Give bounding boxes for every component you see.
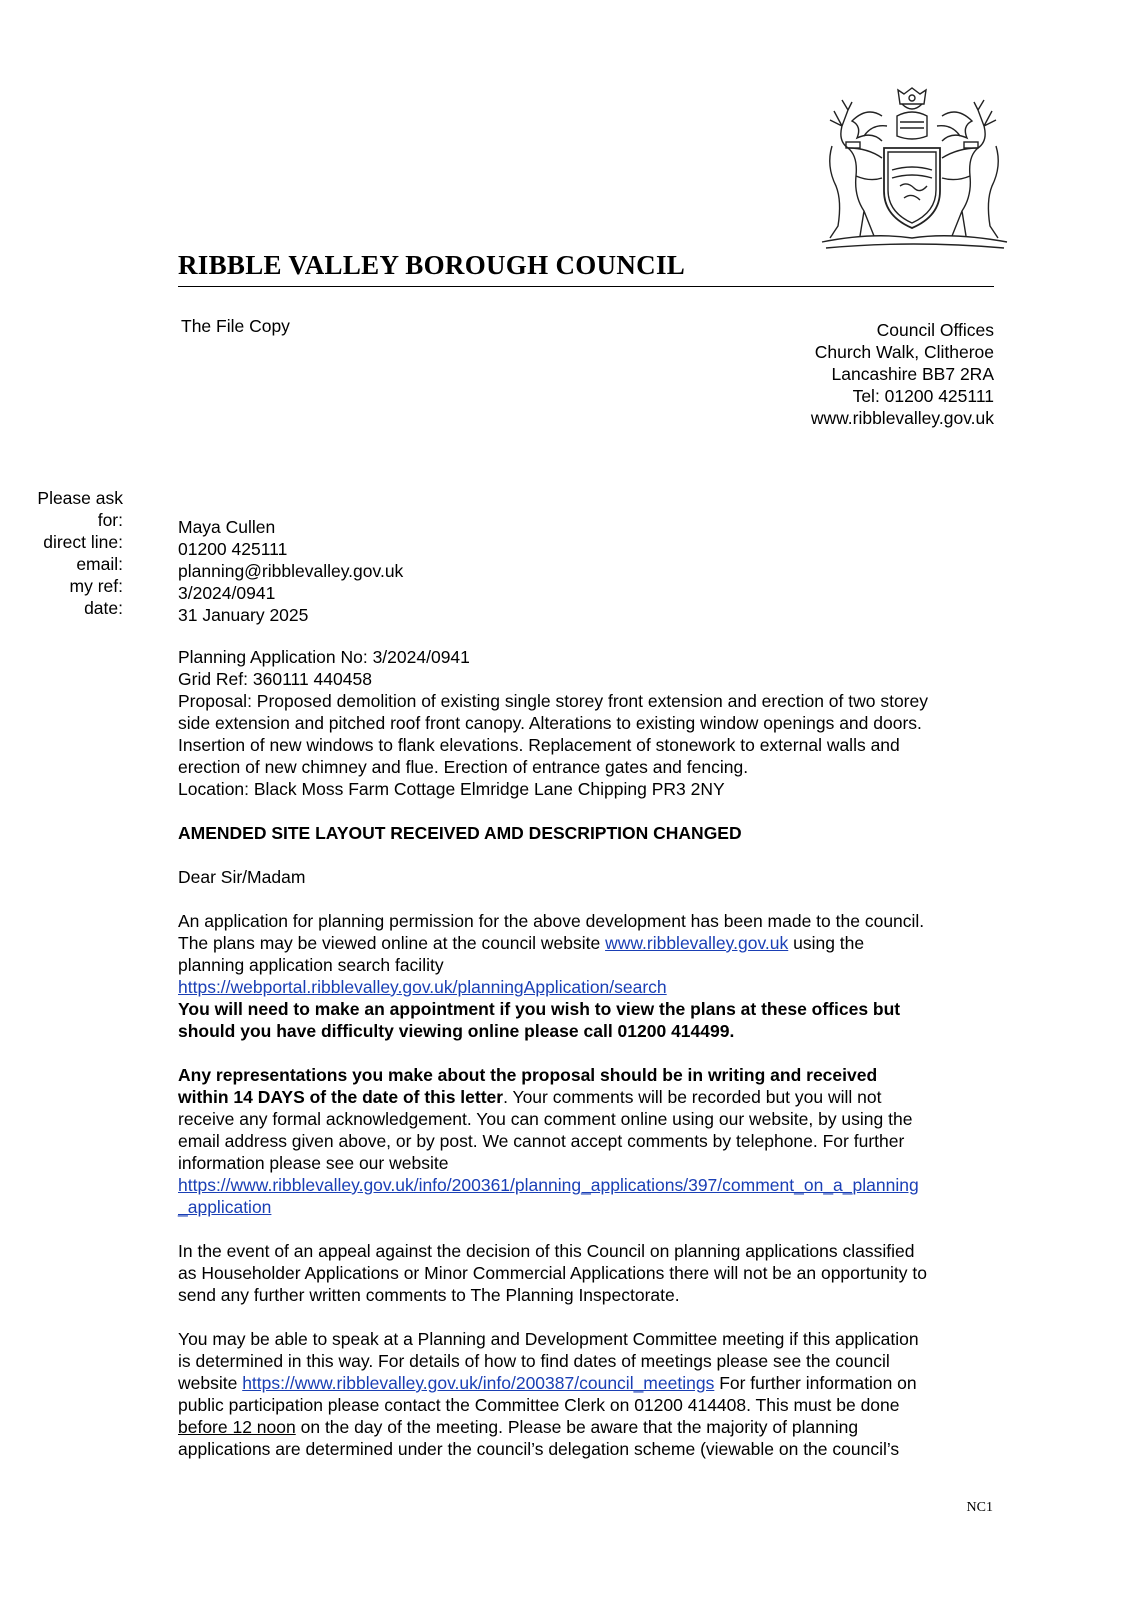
text-fragment: . Your comments will be recorded but you will not xyxy=(503,1087,882,1107)
text-fragment: on the day of the meeting. Please be aware that the majority of planning xyxy=(295,1417,859,1437)
recipient-name: The File Copy xyxy=(181,316,290,336)
label-my-ref: my ref: xyxy=(69,576,123,596)
text-line: In the event of an appeal against the decision of this Council on planning applications classified xyxy=(178,1241,915,1261)
grid-ref: Grid Ref: 360111 440458 xyxy=(178,669,372,689)
application-details xyxy=(178,646,1003,800)
text-line: An application for planning permission for the above development has been made to the council. xyxy=(178,911,925,931)
paragraph-viewing-plans xyxy=(178,910,1003,1042)
contact-email: planning@ribblevalley.gov.uk xyxy=(178,561,404,581)
label-please-ask-for: Please ask for: xyxy=(37,488,123,530)
text-line: You may be able to speak at a Planning and Development Committee meeting if this application xyxy=(178,1329,919,1349)
council-meetings-link[interactable]: https://www.ribblevalley.gov.uk/info/200387/council_meetings xyxy=(242,1373,715,1393)
contact-person: Maya Cullen xyxy=(178,517,276,537)
text-line: is determined in this way. For details of how to find dates of meetings please see the council xyxy=(178,1351,890,1371)
contact-phone: 01200 425111 xyxy=(178,539,288,559)
contact-ref: 3/2024/0941 xyxy=(178,583,276,603)
text-line xyxy=(178,1416,1003,1438)
proposal-line: erection of new chimney and flue. Erection of entrance gates and fencing. xyxy=(178,757,749,777)
text-line: applications are determined under the council’s delegation scheme (viewable on the council’s xyxy=(178,1439,900,1459)
council-name-heading: RIBBLE VALLEY BOROUGH COUNCIL xyxy=(178,250,686,280)
paragraph-appeal xyxy=(178,1240,1003,1306)
location: Location: Black Moss Farm Cottage Elmridge Lane Chipping PR3 2NY xyxy=(178,779,725,799)
text-fragment: The plans may be viewed online at the council website xyxy=(178,933,606,953)
paragraph-representations xyxy=(178,1064,1003,1218)
form-code: NC1 xyxy=(966,1500,993,1515)
contact-values xyxy=(178,516,403,626)
paragraph-committee xyxy=(178,1328,1003,1460)
council-crest-logo xyxy=(812,86,1017,252)
address-website: www.ribblevalley.gov.uk xyxy=(810,408,994,428)
council-address xyxy=(811,319,994,429)
text-fragment: For further information on xyxy=(714,1373,917,1393)
text-line: email address given above, or by post. We cannot accept comments by telephone. For further xyxy=(178,1131,905,1151)
text-line: receive any formal acknowledgement. You can comment online using our website, by using the xyxy=(178,1109,913,1129)
text-fragment: website xyxy=(178,1373,243,1393)
text-fragment: using the xyxy=(788,933,865,953)
comment-on-application-link[interactable]: https://www.ribblevalley.gov.uk/info/200361/planning_applications/397/comment_on_a_planning xyxy=(178,1175,919,1195)
text-line: information please see our website xyxy=(178,1153,449,1173)
deadline-time: before 12 noon xyxy=(178,1417,296,1437)
letter-body xyxy=(178,646,1003,1460)
contact-labels xyxy=(23,487,123,619)
text-line xyxy=(178,1372,1003,1394)
appointment-notice: should you have difficulty viewing online please call 01200 414499. xyxy=(178,1021,735,1041)
address-line: Lancashire BB7 2RA xyxy=(831,364,994,384)
appointment-notice: You will need to make an appointment if you wish to view the plans at these offices but xyxy=(178,999,901,1019)
label-direct-line: direct line: xyxy=(43,532,123,552)
application-number: Planning Application No: 3/2024/0941 xyxy=(178,647,470,667)
address-phone: Tel: 01200 425111 xyxy=(852,386,994,406)
label-date: date: xyxy=(84,598,123,618)
deadline-notice: within 14 DAYS of the date of this letter xyxy=(178,1087,504,1107)
salutation: Dear Sir/Madam xyxy=(178,867,306,887)
text-line: public participation please contact the Committee Clerk on 01200 414408. This must be done xyxy=(178,1395,900,1415)
proposal-line: Insertion of new windows to flank elevations. Replacement of stonework to external walls and xyxy=(178,735,900,755)
text-line: planning application search facility xyxy=(178,955,444,975)
text-line: as Householder Applications or Minor Commercial Applications there will not be an opportunity to xyxy=(178,1263,928,1283)
comment-on-application-link-continued[interactable]: _application xyxy=(178,1197,272,1217)
proposal-line: side extension and pitched roof front canopy. Alterations to existing window openings and doors. xyxy=(178,713,922,733)
amendment-notice: AMENDED SITE LAYOUT RECEIVED AMD DESCRIPTION CHANGED xyxy=(178,823,742,843)
address-line: Church Walk, Clitheroe xyxy=(814,342,994,362)
text-line: send any further written comments to The Planning Inspectorate. xyxy=(178,1285,680,1305)
proposal-line: Proposal: Proposed demolition of existing single storey front extension and erection of two storey xyxy=(178,691,928,711)
planning-search-link[interactable]: https://webportal.ribblevalley.gov.uk/planningApplication/search xyxy=(178,977,667,997)
council-website-link[interactable]: www.ribblevalley.gov.uk xyxy=(605,933,789,953)
text-line xyxy=(178,932,1003,954)
label-email: email: xyxy=(76,554,123,574)
letter-date: 31 January 2025 xyxy=(178,605,309,625)
heading-divider xyxy=(178,286,994,287)
text-line xyxy=(178,1086,1003,1108)
address-line: Council Offices xyxy=(876,320,994,340)
representations-notice: Any representations you make about the proposal should be in writing and received xyxy=(178,1065,878,1085)
